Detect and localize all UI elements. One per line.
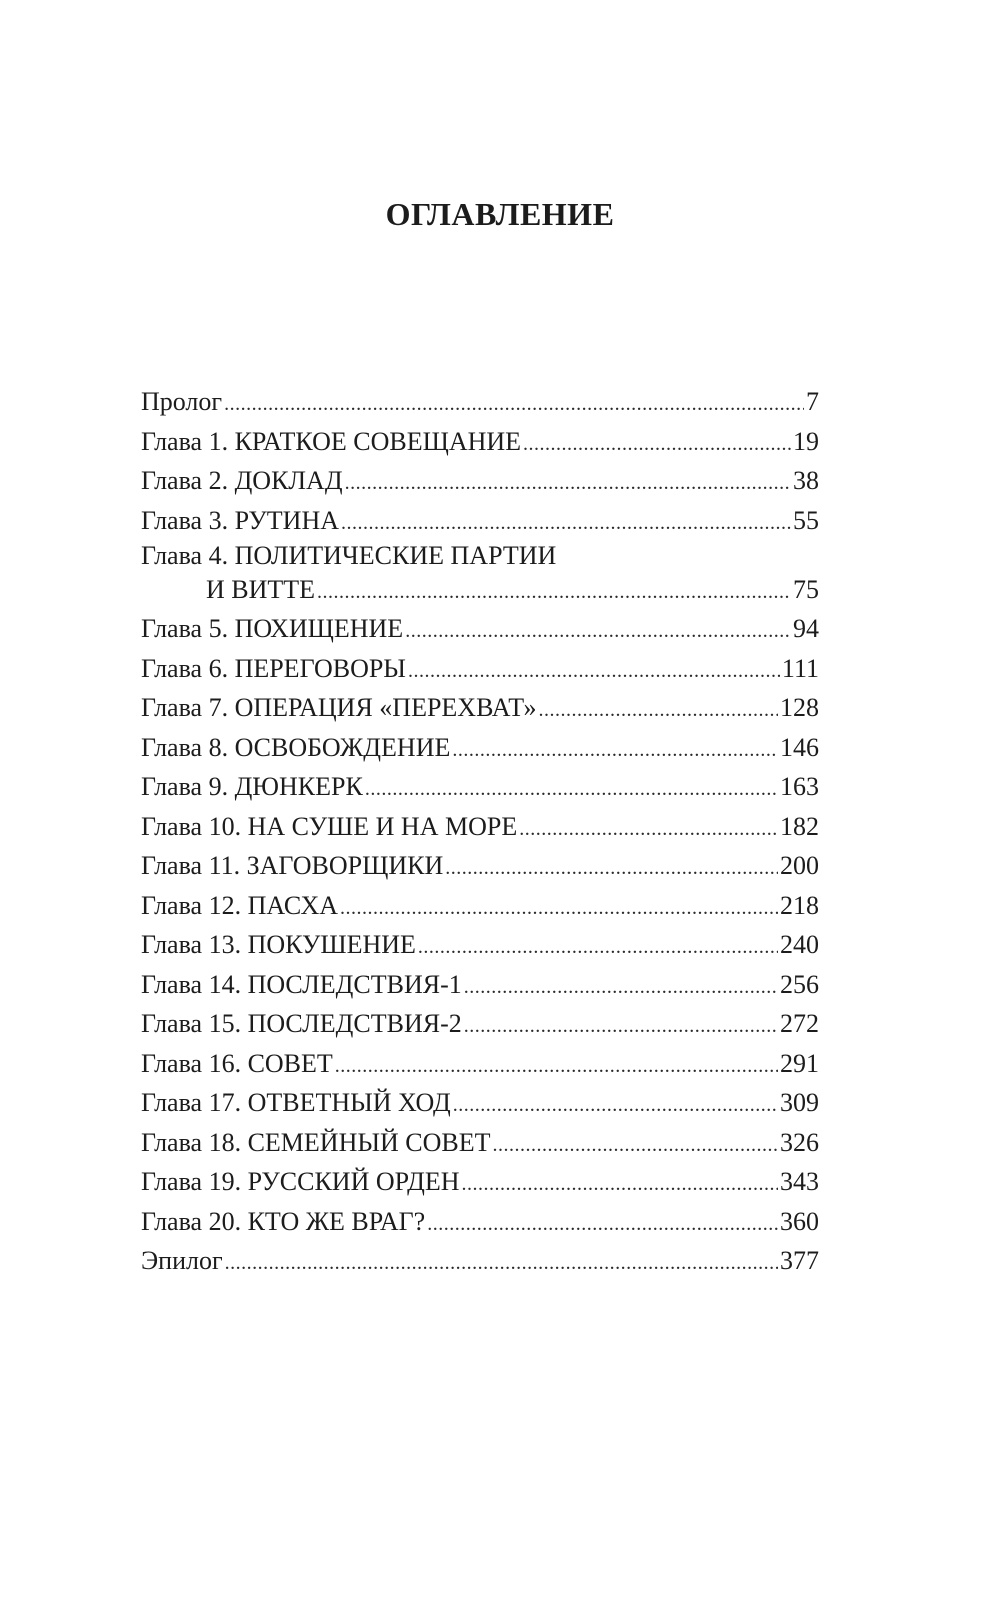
- dot-leader: [538, 691, 778, 731]
- toc-entry-chapter-11[interactable]: [141, 846, 819, 886]
- toc-entry-chapter-8[interactable]: [141, 728, 819, 768]
- toc-page-number: 343: [780, 1167, 819, 1196]
- toc-page-number: 75: [793, 575, 819, 604]
- toc-entry-title: Глава 11. ЗАГОВОРЩИКИ: [141, 851, 444, 880]
- toc-entry-title-line-1: Глава 4. ПОЛИТИЧЕСКИЕ ПАРТИИ: [141, 541, 557, 570]
- toc-page-number: 291: [780, 1048, 819, 1078]
- toc-entry-title: Глава 15. ПОСЛЕДСТВИЯ-2: [141, 1009, 462, 1038]
- toc-page-number: 309: [780, 1088, 819, 1117]
- dot-leader: [493, 1126, 778, 1166]
- toc-page-number: 111: [781, 653, 819, 683]
- toc-entry-chapter-15[interactable]: [141, 1004, 819, 1044]
- dot-leader: [453, 1086, 778, 1126]
- toc-entry-title: Глава 5. ПОХИЩЕНИЕ: [141, 614, 404, 643]
- dot-leader: [464, 1007, 778, 1047]
- toc-entry-title: Глава 10. НА СУШЕ И НА МОРЕ: [141, 811, 518, 841]
- toc-page-number: 7: [806, 387, 819, 416]
- toc-entry-title: Глава 14. ПОСЛЕДСТВИЯ-1: [141, 969, 462, 999]
- toc-entry-title: Глава 1. КРАТКОЕ СОВЕЩАНИЕ: [141, 426, 522, 456]
- toc-page-number: 360: [780, 1206, 819, 1236]
- dot-leader: [365, 770, 778, 810]
- toc-entry-title: Глава 12. ПАСХА: [141, 890, 339, 920]
- toc-page-number: 326: [780, 1127, 819, 1157]
- dot-leader: [405, 612, 791, 652]
- toc-entry-chapter-14[interactable]: [141, 965, 819, 1005]
- dot-leader: [408, 652, 780, 692]
- toc-page-number: 200: [780, 851, 819, 880]
- toc-entry-title: Пролог: [141, 387, 223, 416]
- toc-entry-chapter-1[interactable]: [141, 422, 819, 462]
- dot-leader: [519, 810, 778, 850]
- toc-page-number: 19: [793, 426, 819, 456]
- toc-page-number: 256: [780, 969, 819, 999]
- toc-page-number: 377: [780, 1246, 819, 1275]
- toc-entry-epilogue[interactable]: [141, 1241, 819, 1281]
- dot-leader: [462, 1165, 778, 1205]
- toc-entry-chapter-9[interactable]: [141, 767, 819, 807]
- toc-entry-title: Глава 13. ПОКУШЕНИЕ: [141, 930, 416, 959]
- dot-leader: [341, 504, 791, 544]
- dot-leader: [335, 1047, 778, 1087]
- toc-entry-title: Глава 16. СОВЕТ: [141, 1048, 333, 1078]
- dot-leader: [317, 573, 791, 611]
- toc-page-number: 272: [780, 1009, 819, 1038]
- dot-leader: [452, 731, 778, 771]
- dot-leader: [225, 1244, 778, 1284]
- toc-entry-chapter-18[interactable]: [141, 1123, 819, 1163]
- toc-page-number: 163: [780, 772, 819, 801]
- toc-entry-chapter-5[interactable]: [141, 609, 819, 649]
- toc-entry-chapter-12[interactable]: [141, 886, 819, 926]
- toc-page-number: 182: [780, 811, 819, 841]
- toc-entry-title: Глава 19. РУССКИЙ ОРДЕН: [141, 1167, 460, 1196]
- toc-entry-prologue[interactable]: [141, 382, 819, 422]
- toc-entry-title: Глава 8. ОСВОБОЖДЕНИЕ: [141, 732, 451, 762]
- dot-leader: [340, 889, 778, 929]
- toc-entry-chapter-19[interactable]: [141, 1162, 819, 1202]
- toc-page-number: 240: [780, 930, 819, 959]
- toc-entry-chapter-16[interactable]: [141, 1044, 819, 1084]
- dot-leader: [427, 1205, 778, 1245]
- toc-entry-title: Глава 6. ПЕРЕГОВОРЫ: [141, 653, 406, 683]
- toc-page-number: 218: [780, 890, 819, 920]
- toc-entry-title: Глава 18. СЕМЕЙНЫЙ СОВЕТ: [141, 1127, 491, 1157]
- table-of-contents: [141, 382, 819, 1281]
- toc-entry-chapter-17[interactable]: [141, 1083, 819, 1123]
- dot-leader: [445, 849, 778, 889]
- toc-entry-chapter-2[interactable]: [141, 461, 819, 501]
- dot-leader: [224, 385, 804, 425]
- toc-entry-title: Глава 3. РУТИНА: [141, 505, 339, 535]
- toc-entry-line-2: [141, 571, 819, 609]
- toc-page-number: 38: [793, 466, 819, 495]
- toc-entry-title-line-2: И ВИТТЕ: [206, 575, 316, 604]
- dot-leader: [464, 968, 778, 1008]
- toc-entry-title: Глава 20. КТО ЖЕ ВРАГ?: [141, 1206, 426, 1236]
- toc-entry-chapter-3[interactable]: [141, 501, 819, 541]
- toc-entry-title: Глава 7. ОПЕРАЦИЯ «ПЕРЕХВАТ»: [141, 693, 537, 722]
- toc-page-number: 55: [793, 505, 819, 535]
- toc-entry-chapter-4[interactable]: [141, 540, 819, 609]
- toc-entry-title: Глава 2. ДОКЛАД: [141, 466, 343, 495]
- toc-entry-chapter-13[interactable]: [141, 925, 819, 965]
- dot-leader: [523, 425, 791, 465]
- toc-entry-title: Эпилог: [141, 1246, 223, 1275]
- toc-entry-title: Глава 17. ОТВЕТНЫЙ ХОД: [141, 1088, 451, 1117]
- toc-page-number: 128: [780, 693, 819, 722]
- toc-entry-title: Глава 9. ДЮНКЕРК: [141, 772, 363, 801]
- toc-entry-chapter-6[interactable]: [141, 649, 819, 689]
- dot-leader: [418, 928, 778, 968]
- page-title: ОГЛАВЛЕНИЕ: [385, 196, 615, 232]
- toc-entry-chapter-10[interactable]: [141, 807, 819, 847]
- toc-entry-chapter-20[interactable]: [141, 1202, 819, 1242]
- toc-entry-chapter-7[interactable]: [141, 688, 819, 728]
- dot-leader: [345, 464, 791, 504]
- toc-page-number: 146: [780, 732, 819, 762]
- toc-page-number: 94: [793, 614, 819, 643]
